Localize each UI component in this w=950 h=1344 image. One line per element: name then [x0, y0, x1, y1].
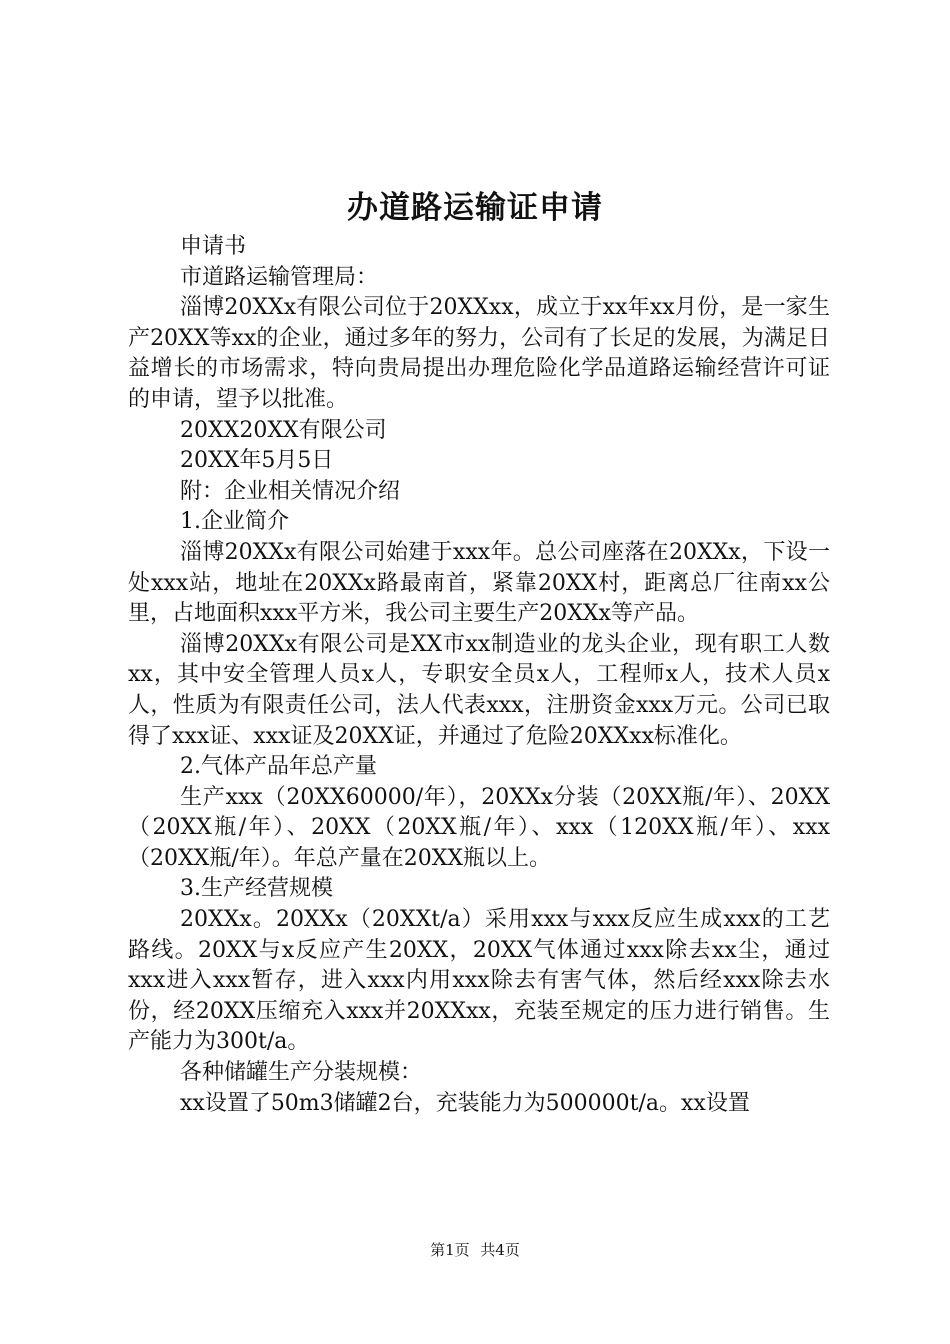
- page-number: 第1页: [430, 1241, 470, 1259]
- page-footer: [0, 1240, 950, 1260]
- paragraph-heading-application: 申请书: [180, 234, 247, 259]
- paragraph-profile-location: 淄博20XXx有限公司始建于xxx年。总公司座落在20XXx，下设一处xxx站，地址在20XXx路最南首，紧靠20XX村，距离总厂往南xx公里，占地面积xxx平方米，我公司主要生产20XXx等产品。: [128, 539, 830, 627]
- section-heading-output: 2.气体产品年总产量: [180, 754, 377, 780]
- paragraph-tank-heading: 各种储罐生产分装规模：: [180, 1060, 423, 1086]
- paragraph-attachment-title: 附：企业相关情况介绍: [180, 478, 401, 504]
- document-body: [128, 232, 830, 1119]
- paragraph-process: 20XXx。20XXx（20XXt/a）采用xxx与xxx反应生成xxx的工艺路线。20XX与x反应产生20XX，20XX气体通过xxx除去xx尘，通过xxx进入xxx暂存，进入xxx内用xxx除去有害气体，然后经xxx除去水份，经20XX压缩充入xxx并20XXxx，充装至规定的压力进行销售。生产能力为300t/a。: [128, 907, 830, 1055]
- paragraph-output: 生产xxx（20XX60000/年），20XXx分装（20XX瓶/年）、20XX（20XX瓶/年）、20XX（20XX瓶/年）、xxx（120XX瓶/年）、xxx（20XX瓶/年）。年总产量在20XX瓶以上。: [128, 784, 830, 871]
- section-heading-scale: 3.生产经营规模: [180, 876, 333, 902]
- section-heading-profile: 1.企业简介: [180, 509, 289, 535]
- document-title: 办道路运输证申请: [347, 190, 603, 226]
- paragraph-profile-staff: 淄博20XXx有限公司是XX市xx制造业的龙头企业，现有职工人数xx，其中安全管理人员x人，专职安全员x人，工程师x人，技术人员x人，性质为有限责任公司，法人代表xxx，注册资金xxx万元。公司已取得了xxx证、xxx证及20XX证，并通过了危险20XXxx标准化。: [128, 631, 830, 749]
- page-total: 共4页: [480, 1241, 520, 1259]
- paragraph-company-signature: 20XX20XX有限公司: [180, 417, 387, 443]
- paragraph-addressee: 市道路运输管理局：: [180, 264, 379, 290]
- paragraph-date: 20XX年5月5日: [180, 448, 334, 474]
- paragraph-tank-detail: xx设置了50m3储罐2台，充装能力为500000t/a。xx设置: [180, 1090, 750, 1116]
- paragraph-request: 淄博20XXx有限公司位于20XXxx，成立于xx年xx月份，是一家生产20XX等xx的企业，通过多年的努力，公司有了长足的发展，为满足日益增长的市场需求，特向贵局提出办理危险化学品道路运输经营许可证的申请，望予以批准。: [128, 295, 830, 412]
